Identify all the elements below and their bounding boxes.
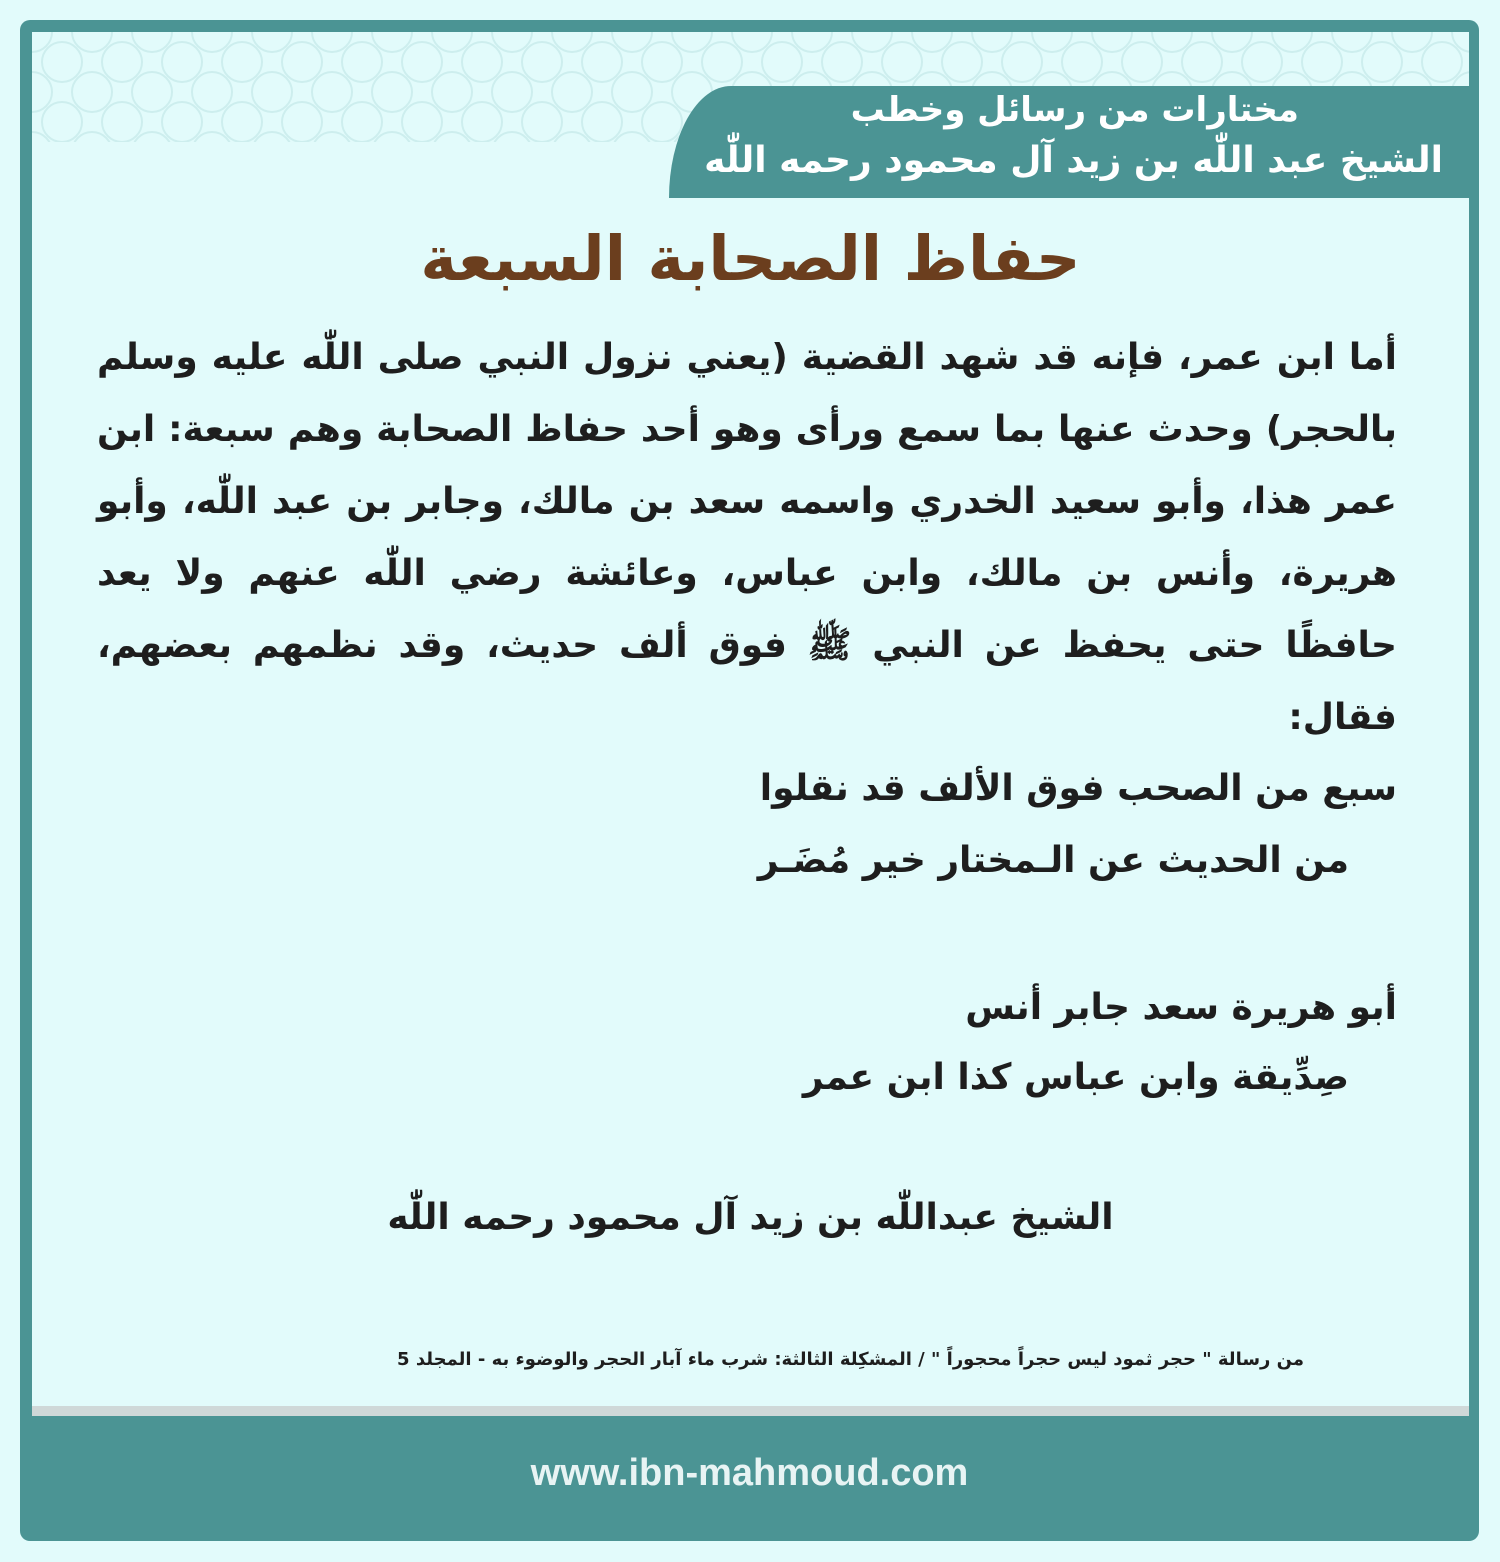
header-author: الشيخ عبد اللّٰه بن زيد آل محمود رحمه اللّٰه — [704, 140, 1443, 181]
body-paragraph — [97, 322, 1397, 754]
poem-verse-1-second-half: من الحديث عن الـمختار خير مُضَـر — [757, 840, 1349, 881]
source-citation: من رسالة " حجر ثمود ليس حجراً محجوراً " / المشكِلة الثالثة: شرب ماء آبار الحجر والوضوء به - المجلد 5 — [397, 1349, 1304, 1370]
header-subtitle: مختارات من رسائل وخطب — [850, 90, 1299, 130]
footer-shadow — [32, 1406, 1469, 1416]
website-link[interactable]: www.ibn-mahmoud.com — [530, 1452, 969, 1494]
poem-verse-1-first-half: سبع من الصحب فوق الألف قد نقلوا — [759, 768, 1397, 809]
page-title: حفاظ الصحابة السبعة — [420, 222, 1081, 295]
poem-verse-2-second-half: صِدِّيقة وابن عباس كذا ابن عمر — [802, 1057, 1349, 1098]
poem-verse-2-first-half: أبو هريرة سعد جابر أنس — [965, 987, 1397, 1028]
author-signature: الشيخ عبداللّٰه بن زيد آل محمود رحمه اللّٰه — [387, 1197, 1114, 1238]
body-text: أما ابن عمر، فإنه قد شهد القضية (يعني نزول النبي صلى اللّٰه عليه وسلم بالحجر) وحدث عنها بما سمع ورأى وهو أحد حفاظ الصحابة وهم سبعة: ابن عمر هذا، وأبو سعيد الخدري واسمه سعد بن مالك، وجابر بن عبد اللّٰه، وأبو هريرة، وأنس بن مالك، وابن عباس، وعائشة رضي اللّٰه عنهم ولا يعد حافظًا حتى يحفظ عن النبي ﷺ فوق ألف حديث، وقد نظمهم بعضهم، فقال: — [97, 337, 1397, 738]
content-card — [32, 32, 1469, 1414]
